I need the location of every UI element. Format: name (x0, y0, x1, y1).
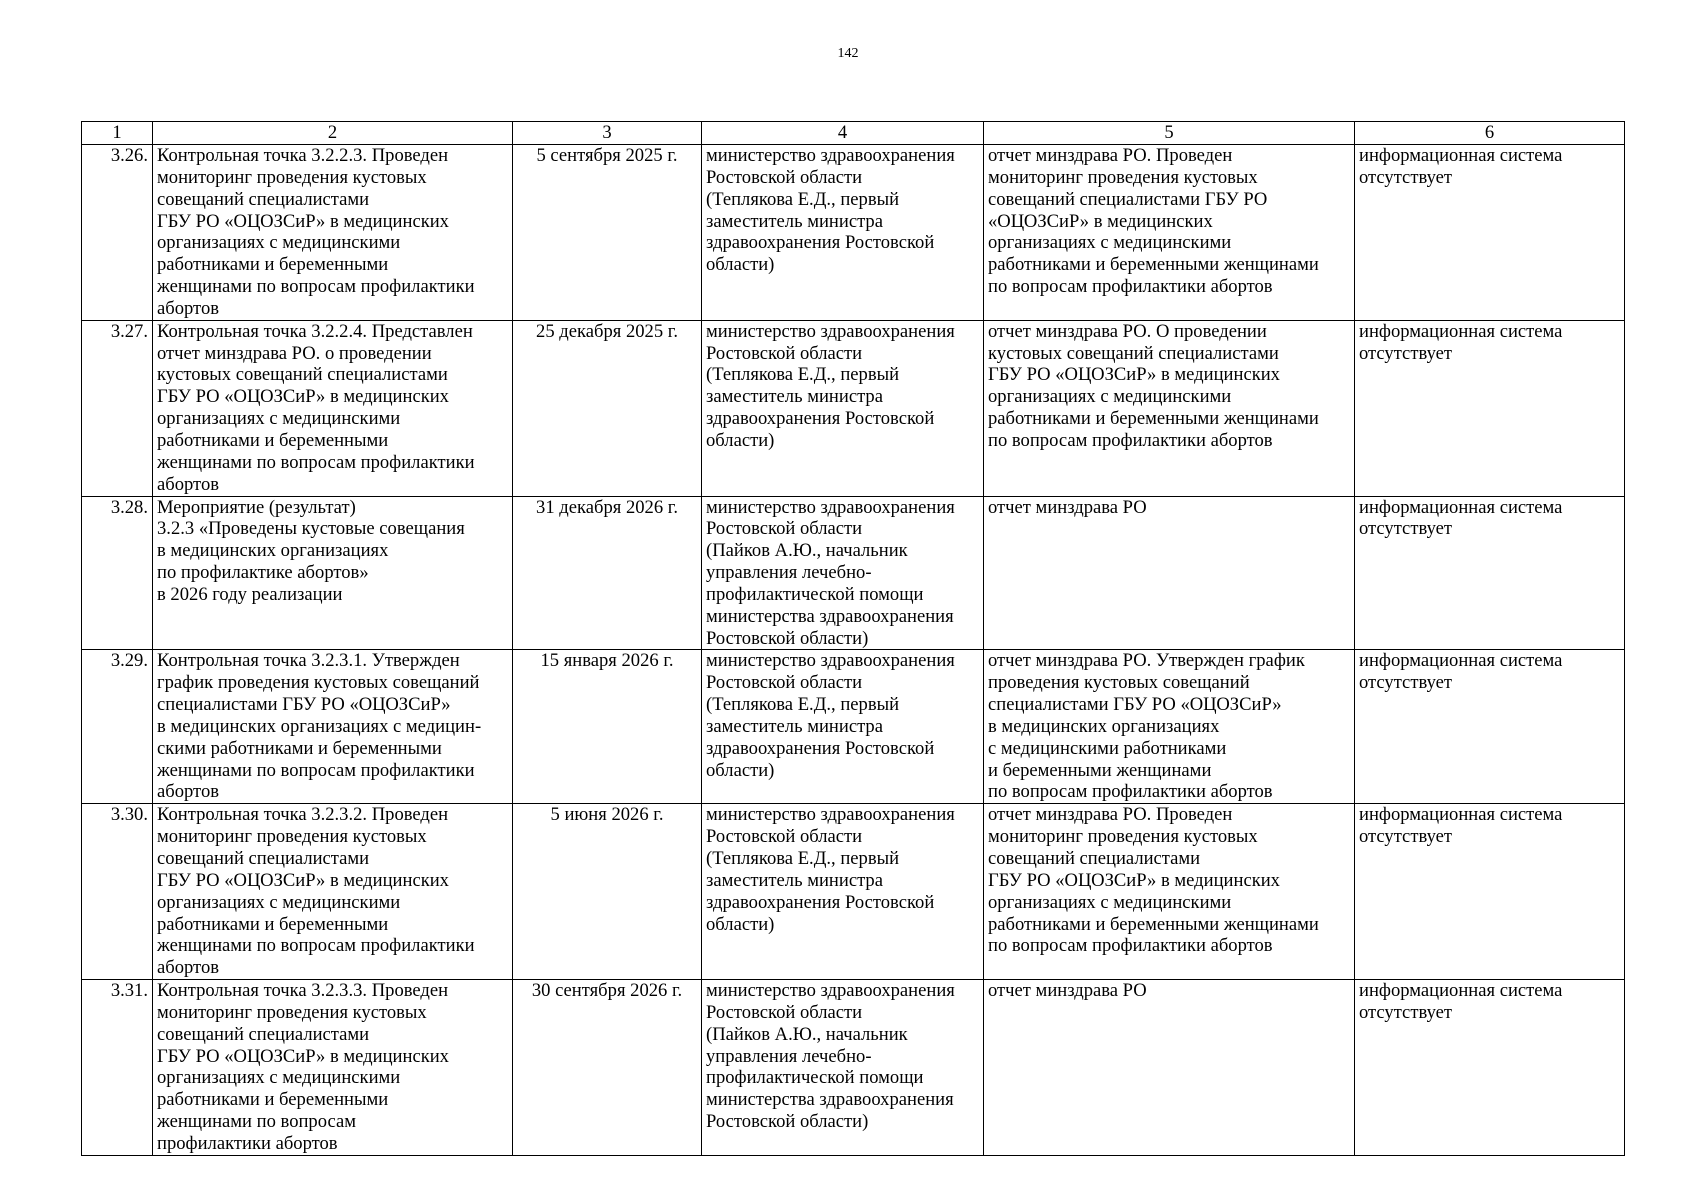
responsible-party: министерство здравоохранения Ростовской области (Пайков А.Ю., начальник управления лечебно- профилактической помощи министерства здравоохранения Ростовской области) (702, 980, 984, 1156)
confirming-document: отчет минздрава РО. Утвержден график проведения кустовых совещаний специалистами ГБУ РО «ОЦОЗСиР» в медицинских организациях с медицинскими работниками и беременными женщинами по вопросам профилактики абортов (984, 650, 1355, 804)
deadline-date: 15 января 2026 г. (513, 650, 702, 804)
information-system: информационная система отсутствует (1355, 496, 1625, 650)
information-system: информационная система отсутствует (1355, 650, 1625, 804)
responsible-party: министерство здравоохранения Ростовской области (Теплякова Е.Д., первый заместитель министра здравоохранения Ростовской области) (702, 320, 984, 496)
information-system: информационная система отсутствует (1355, 804, 1625, 980)
confirming-document: отчет минздрава РО. О проведении кустовых совещаний специалистами ГБУ РО «ОЦОЗСиР» в медицинских организациях с медицинскими работниками и беременными женщинами по вопросам профилактики абортов (984, 320, 1355, 496)
row-number: 3.31. (82, 980, 153, 1156)
plan-table (81, 121, 1625, 1156)
table-row (82, 320, 1625, 496)
table-row (82, 145, 1625, 321)
row-number: 3.28. (82, 496, 153, 650)
table-row (82, 804, 1625, 980)
item-name: Мероприятие (результат) 3.2.3 «Проведены кустовые совещания в медицинских организациях по профилактике абортов» в 2026 году реализации (153, 496, 513, 650)
responsible-party: министерство здравоохранения Ростовской области (Пайков А.Ю., начальник управления лечебно- профилактической помощи министерства здравоохранения Ростовской области) (702, 496, 984, 650)
column-header: 3 (513, 122, 702, 145)
responsible-party: министерство здравоохранения Ростовской области (Теплякова Е.Д., первый заместитель министра здравоохранения Ростовской области) (702, 145, 984, 321)
table-row (82, 496, 1625, 650)
deadline-date: 25 декабря 2025 г. (513, 320, 702, 496)
deadline-date: 30 сентября 2026 г. (513, 980, 702, 1156)
deadline-date: 5 июня 2026 г. (513, 804, 702, 980)
column-header: 2 (153, 122, 513, 145)
item-name: Контрольная точка 3.2.3.3. Проведен мониторинг проведения кустовых совещаний специалистами ГБУ РО «ОЦОЗСиР» в медицинских организациях с медицинскими работниками и беременными женщинами по вопросам профилактики абортов (153, 980, 513, 1156)
column-header: 6 (1355, 122, 1625, 145)
column-header: 4 (702, 122, 984, 145)
confirming-document: отчет минздрава РО (984, 496, 1355, 650)
row-number: 3.27. (82, 320, 153, 496)
information-system: информационная система отсутствует (1355, 145, 1625, 321)
row-number: 3.26. (82, 145, 153, 321)
item-name: Контрольная точка 3.2.3.2. Проведен мониторинг проведения кустовых совещаний специалистами ГБУ РО «ОЦОЗСиР» в медицинских организациях с медицинскими работниками и беременными женщинами по вопросам профилактики абортов (153, 804, 513, 980)
item-name: Контрольная точка 3.2.2.4. Представлен отчет минздрава РО. о проведении кустовых совещаний специалистами ГБУ РО «ОЦОЗСиР» в медицинских организациях с медицинскими работниками и беременными женщинами по вопросам профилактики абортов (153, 320, 513, 496)
confirming-document: отчет минздрава РО. Проведен мониторинг проведения кустовых совещаний специалистами ГБУ РО «ОЦОЗСиР» в медицинских организациях с медицинскими работниками и беременными женщинами по вопросам профилактики абортов (984, 145, 1355, 321)
deadline-date: 5 сентября 2025 г. (513, 145, 702, 321)
column-header: 5 (984, 122, 1355, 145)
responsible-party: министерство здравоохранения Ростовской области (Теплякова Е.Д., первый заместитель министра здравоохранения Ростовской области) (702, 804, 984, 980)
deadline-date: 31 декабря 2026 г. (513, 496, 702, 650)
column-header: 1 (82, 122, 153, 145)
table-header-row (82, 122, 1625, 145)
responsible-party: министерство здравоохранения Ростовской области (Теплякова Е.Д., первый заместитель министра здравоохранения Ростовской области) (702, 650, 984, 804)
information-system: информационная система отсутствует (1355, 980, 1625, 1156)
item-name: Контрольная точка 3.2.2.3. Проведен мониторинг проведения кустовых совещаний специалистами ГБУ РО «ОЦОЗСиР» в медицинских организациях с медицинскими работниками и беременными женщинами по вопросам профилактики абортов (153, 145, 513, 321)
information-system: информационная система отсутствует (1355, 320, 1625, 496)
row-number: 3.30. (82, 804, 153, 980)
item-name: Контрольная точка 3.2.3.1. Утвержден график проведения кустовых совещаний специалистами ГБУ РО «ОЦОЗСиР» в медицинских организациях с медицин- скими работниками и беременными женщинами по вопросам профилактики абортов (153, 650, 513, 804)
confirming-document: отчет минздрава РО. Проведен мониторинг проведения кустовых совещаний специалистами ГБУ РО «ОЦОЗСиР» в медицинских организациях с медицинскими работниками и беременными женщинами по вопросам профилактики абортов (984, 804, 1355, 980)
row-number: 3.29. (82, 650, 153, 804)
table-row (82, 650, 1625, 804)
table-row (82, 980, 1625, 1156)
confirming-document: отчет минздрава РО (984, 980, 1355, 1156)
page-number: 142 (837, 46, 859, 61)
